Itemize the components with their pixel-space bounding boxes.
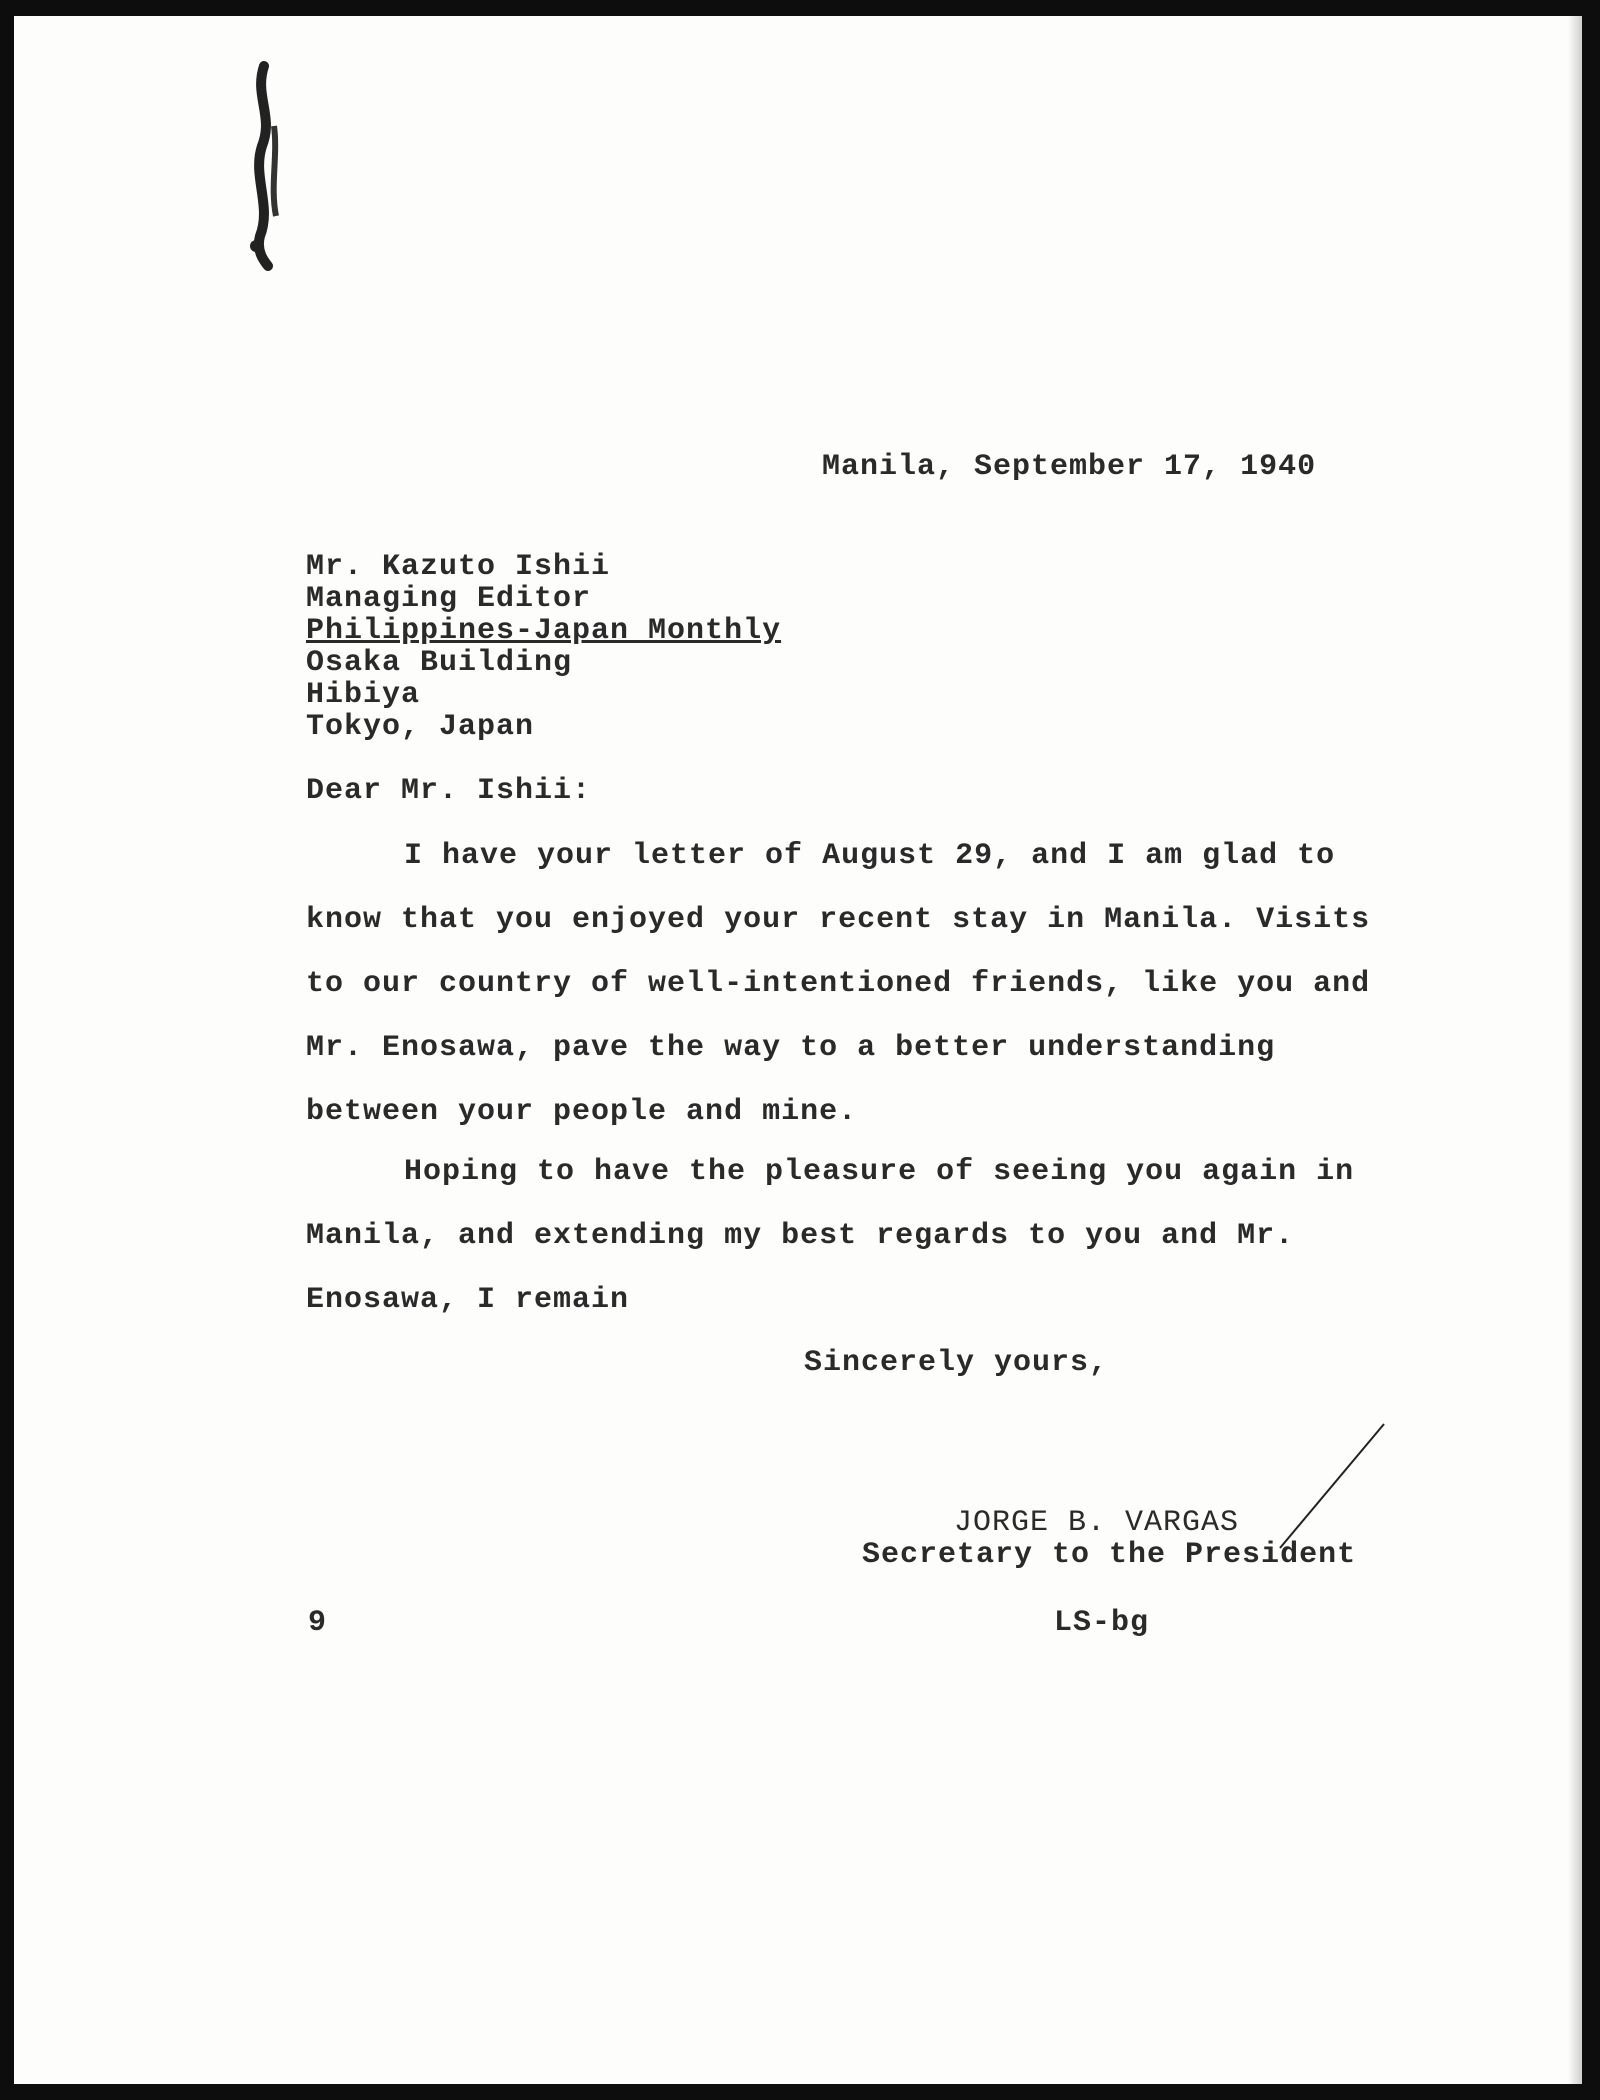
reference-initials: LS-bg [1054,1606,1150,1640]
letter-page [14,16,1582,2084]
recipient-title: Managing Editor [306,582,592,616]
salutation: Dear Mr. Ishii: [306,774,592,808]
page-marker: 9 [308,1606,328,1640]
signature-mark [1274,1416,1394,1556]
body-paragraph-1: I have your letter of August 29, and I am glad to know that you enjoyed your recent stay in Manila. Visits to our country of well-intentioned friends, like you and Mr. Enosawa, pave the way to a better understanding between your people and mine. [306,839,1371,1129]
recipient-building: Osaka Building [306,646,573,680]
body-paragraph-2: Hoping to have the pleasure of seeing you again in Manila, and extending my best regards to you and Mr. Enosawa, I remain [306,1155,1355,1317]
signatory-name: JORGE B. VARGAS [954,1506,1240,1540]
closing: Sincerely yours, [804,1346,1109,1380]
signatory-title: Secretary to the President [862,1538,1357,1572]
recipient-district: Hibiya [306,678,421,712]
letter-date: Manila, September 17, 1940 [822,450,1317,484]
ink-smudge-mark [234,56,294,276]
recipient-publication: Philippines-Japan Monthly [306,614,782,648]
recipient-name: Mr. Kazuto Ishii [306,550,611,584]
recipient-city: Tokyo, Japan [306,710,535,744]
scan-edge [1568,16,1582,2084]
